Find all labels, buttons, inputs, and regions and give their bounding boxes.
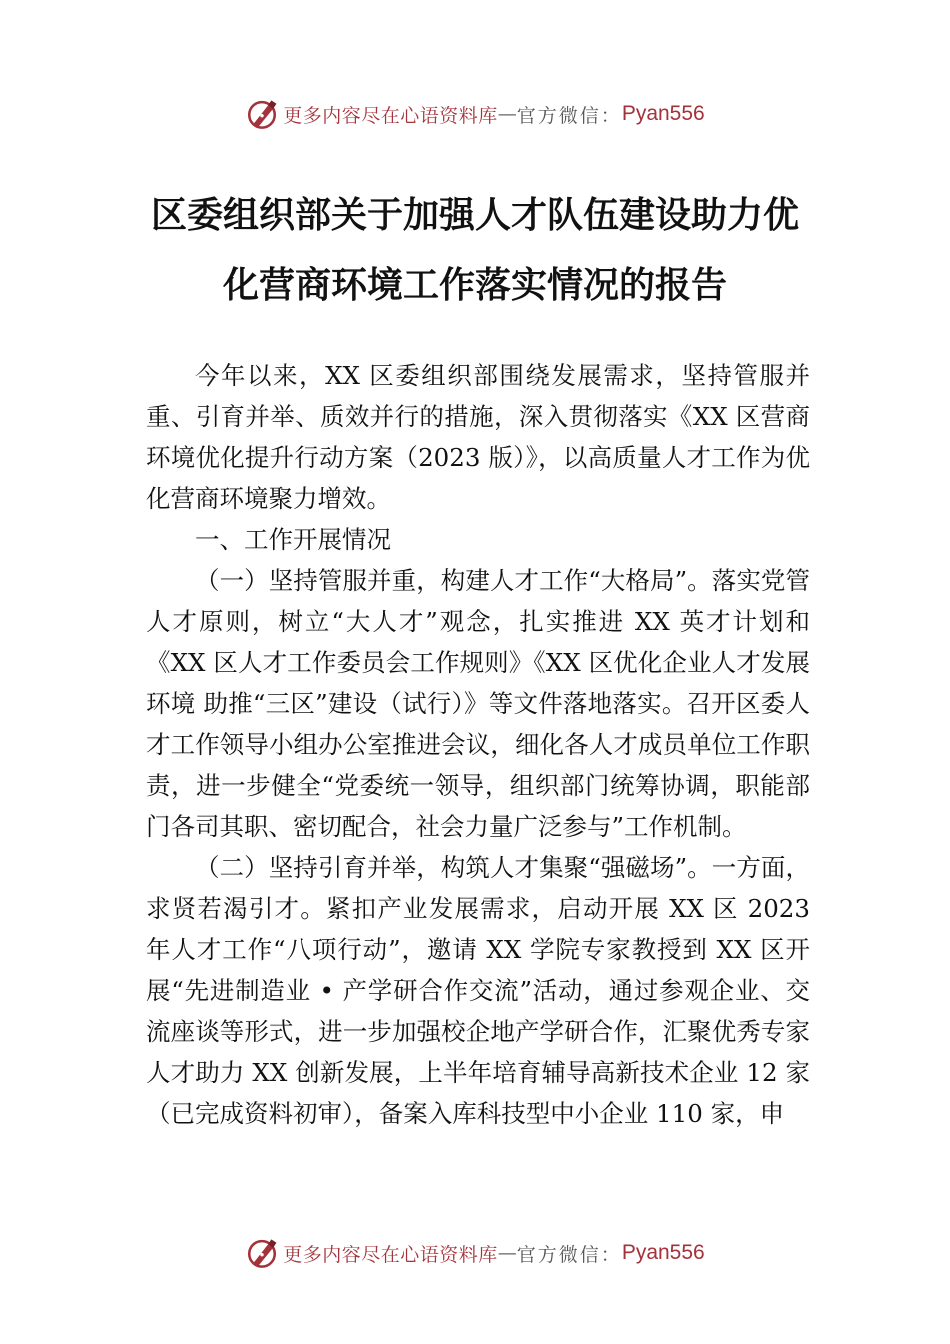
watermark-separator: —	[497, 103, 517, 125]
watermark-banner-bottom	[0, 1233, 950, 1273]
watermark-text: 更多内容尽在心语资料库	[283, 1243, 498, 1266]
intro-paragraph: 今年以来，XX 区委组织部围绕发展需求，坚持管服并重、引育并举、质效并行的措施，深入贯彻落实《XX 区营商环境优化提升行动方案（2023 版）》，以高质量人才工作为优化营商环境聚力增效。	[146, 361, 810, 513]
paragraph-item-1: （一）坚持管服并重，构建人才工作“大格局”。落实党管人才原则，树立“大人才”观念，扎实推进 XX 英才计划和《XX 区人才工作委员会工作规则》《XX 区优化企业人才发展环境 助推“三区”建设（试行）》等文件落地落实。召开区委人才工作领导小组办公室推进会议，细化各人才成员单位工作职责，进一步健全“党委统一领导，组织部门统筹协调，职能部门各司其职、密切配合，社会力量广泛参与”工作机制。	[146, 566, 810, 841]
title-line-1: 区委组织部关于加强人才队伍建设助力优	[150, 194, 799, 236]
watermark-text: 更多内容尽在心语资料库	[283, 104, 498, 127]
watermark-wechat-label: 官方微信：	[516, 1243, 622, 1266]
title-line-2: 化营商环境工作落实情况的报告	[222, 264, 727, 306]
watermark-content	[245, 97, 704, 131]
watermark-wechat-id: Pyan556	[621, 102, 705, 125]
watermark-wechat-id: Pyan556	[621, 1241, 705, 1264]
watermark-banner-top	[0, 94, 950, 134]
watermark-wechat-label: 官方微信：	[516, 104, 622, 127]
document-title	[120, 180, 830, 320]
fountain-pen-logo-icon	[245, 97, 279, 131]
fountain-pen-logo-icon	[245, 1236, 279, 1270]
document-body	[146, 355, 810, 1134]
watermark-content	[245, 1236, 704, 1270]
paragraph-item-2: （二）坚持引育并举，构筑人才集聚“强磁场”。一方面，求贤若渴引才。紧扣产业发展需求，启动开展 XX 区 2023 年人才工作“八项行动”，邀请 XX 学院专家教授到 XX 区开展“先进制造业 • 产学研合作交流”活动，通过参观企业、交流座谈等形式，进一步加强校企地产学研合作，汇聚优秀专家人才助力 XX 创新发展，上半年培育辅导高新技术企业 12 家（已完成资料初审），备案入库科技型中小企业 110 家，申	[146, 853, 810, 1128]
section-heading: 一、工作开展情况	[195, 525, 391, 554]
watermark-separator: —	[497, 1242, 517, 1264]
